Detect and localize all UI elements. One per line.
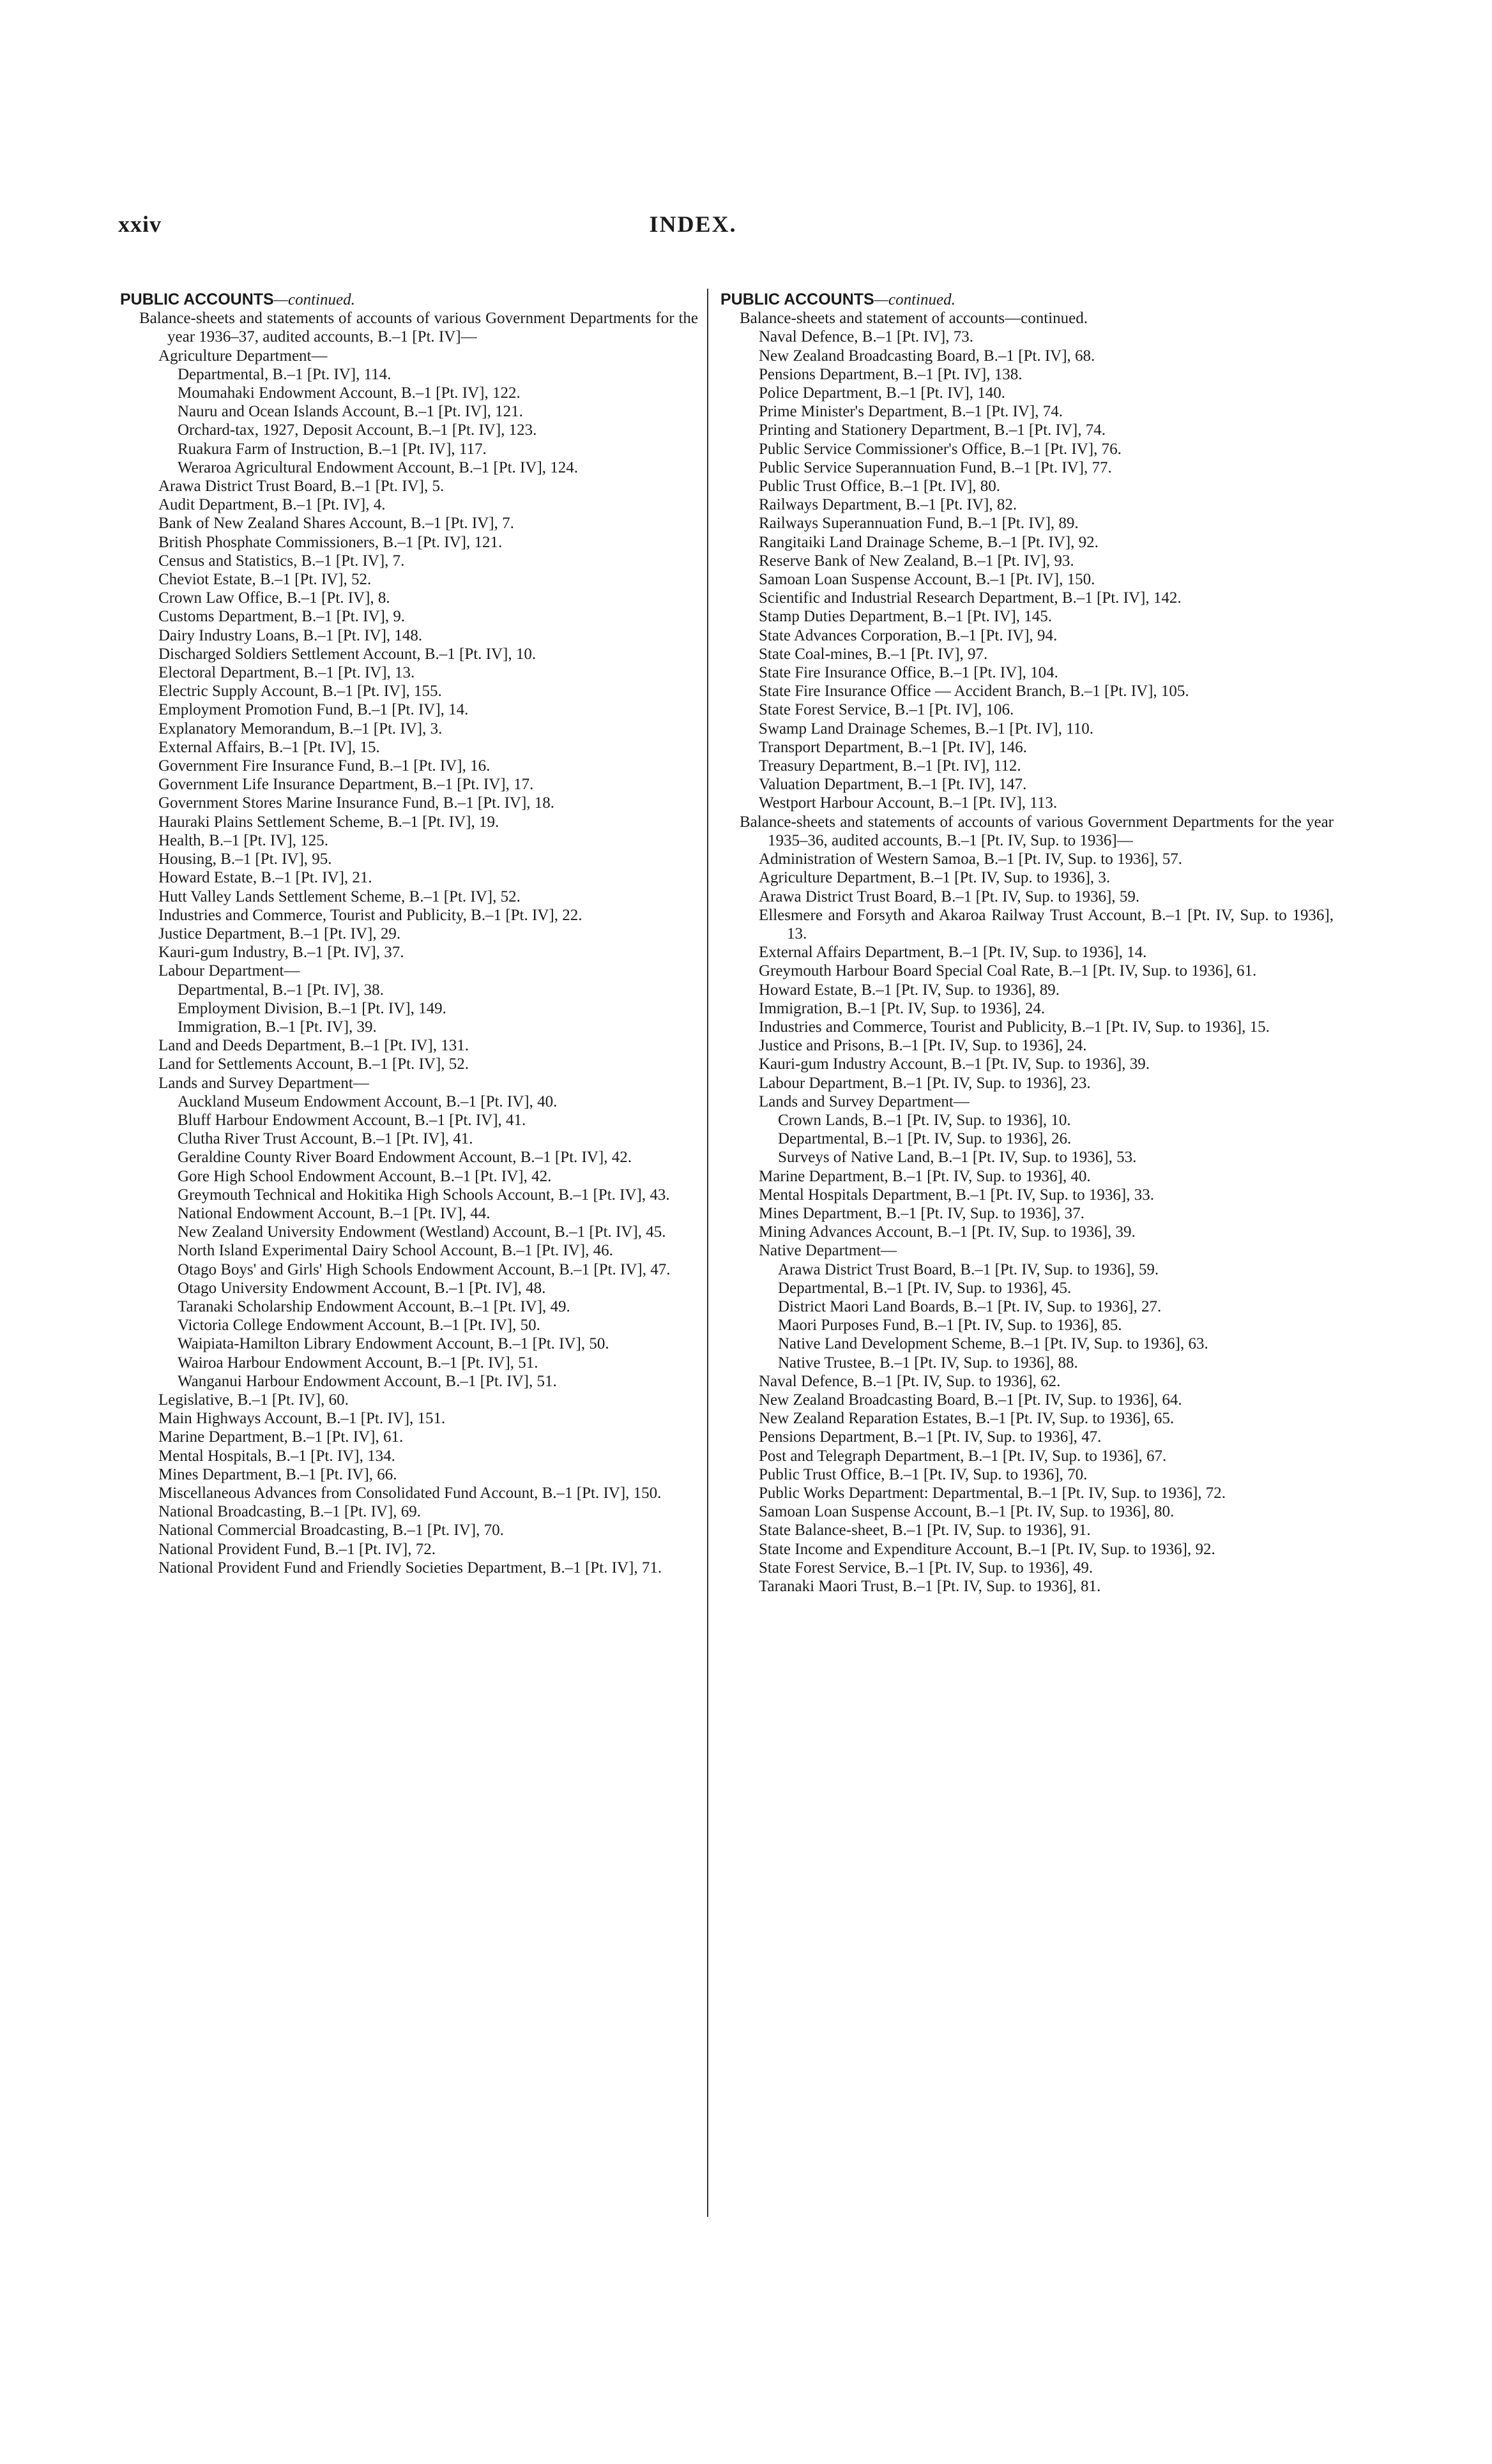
section-heading-text: PUBLIC ACCOUNTS: [720, 291, 874, 308]
index-entry: Swamp Land Drainage Schemes, B.–1 [Pt. IV], 110.: [759, 720, 1093, 737]
section-heading-continued: —continued.: [273, 291, 355, 308]
index-entry: State Fire Insurance Office — Accident Branch, B.–1 [Pt. IV], 105.: [759, 683, 1189, 700]
index-entry: Land for Settlements Account, B.–1 [Pt. IV], 52.: [158, 1055, 469, 1073]
index-entry: Marine Department, B.–1 [Pt. IV], 61.: [158, 1428, 404, 1446]
index-entry: Naval Defence, B.–1 [Pt. IV], 73.: [759, 328, 974, 346]
index-entry: Arawa District Trust Board, B.–1 [Pt. IV, Sup. to 1936], 59.: [778, 1260, 1159, 1278]
index-entry: Howard Estate, B.–1 [Pt. IV, Sup. to 1936], 89.: [759, 981, 1060, 999]
index-entry: Wanganui Harbour Endowment Account, B.–1 [Pt. IV], 51.: [178, 1372, 557, 1390]
index-entry: Otago Boys' and Girls' High Schools Endowment Account, B.–1 [Pt. IV], 47.: [178, 1260, 671, 1278]
index-entry: Hauraki Plains Settlement Scheme, B.–1 [Pt. IV], 19.: [158, 813, 499, 831]
index-entry: New Zealand University Endowment (Westland) Account, B.–1 [Pt. IV], 45.: [178, 1223, 666, 1241]
index-entry: Orchard-tax, 1927, Deposit Account, B.–1 [Pt. IV], 123.: [178, 421, 537, 439]
index-entry: Railways Department, B.–1 [Pt. IV], 82.: [759, 496, 1017, 514]
index-entry: Electric Supply Account, B.–1 [Pt. IV], 155.: [158, 683, 442, 700]
entry-list: [720, 309, 1334, 1596]
section-heading-text: PUBLIC ACCOUNTS: [120, 291, 274, 308]
index-entry: Government Fire Insurance Fund, B.–1 [Pt. IV], 16.: [158, 757, 491, 775]
index-column-left: [120, 291, 698, 1577]
index-entry: Crown Law Office, B.–1 [Pt. IV], 8.: [158, 589, 390, 607]
index-entry: Wairoa Harbour Endowment Account, B.–1 [Pt. IV], 51.: [178, 1354, 538, 1372]
index-entry: Immigration, B.–1 [Pt. IV, Sup. to 1936], 24.: [759, 999, 1046, 1017]
index-entry: Valuation Department, B.–1 [Pt. IV], 147.: [759, 776, 1027, 794]
index-entry: Mines Department, B.–1 [Pt. IV, Sup. to 1936], 37.: [759, 1204, 1085, 1222]
index-entry: Lands and Survey Department—: [158, 1074, 369, 1092]
index-entry: Waipiata-Hamilton Library Endowment Account, B.–1 [Pt. IV], 50.: [178, 1335, 609, 1353]
index-entry: Samoan Loan Suspense Account, B.–1 [Pt. IV], 150.: [759, 571, 1095, 589]
index-entry: Departmental, B.–1 [Pt. IV], 38.: [178, 981, 384, 999]
index-entry: Legislative, B.–1 [Pt. IV], 60.: [158, 1391, 349, 1409]
index-entry: Crown Lands, B.–1 [Pt. IV, Sup. to 1936], 10.: [778, 1111, 1071, 1129]
index-entry: Discharged Soldiers Settlement Account, B.–1 [Pt. IV], 10.: [158, 645, 537, 663]
index-entry: Weraroa Agricultural Endowment Account, B.–1 [Pt. IV], 124.: [178, 458, 579, 476]
index-entry: State Coal-mines, B.–1 [Pt. IV], 97.: [759, 645, 988, 663]
index-entry: National Broadcasting, B.–1 [Pt. IV], 69.: [158, 1503, 422, 1521]
page-title: INDEX.: [649, 211, 737, 237]
index-entry: Dairy Industry Loans, B.–1 [Pt. IV], 148.: [158, 626, 423, 644]
index-entry: National Endowment Account, B.–1 [Pt. IV], 44.: [178, 1204, 491, 1222]
index-entry: Railways Superannuation Fund, B.–1 [Pt. IV], 89.: [759, 515, 1079, 533]
index-entry: Greymouth Harbour Board Special Coal Rate, B.–1 [Pt. IV, Sup. to 1936], 61.: [759, 962, 1257, 980]
index-entry: Native Department—: [759, 1242, 897, 1260]
index-entry: Employment Division, B.–1 [Pt. IV], 149.: [178, 999, 446, 1017]
index-entry: Public Service Commissioner's Office, B.–1 [Pt. IV], 76.: [759, 440, 1122, 458]
index-entry: Balance-sheets and statements of accounts of various Government Departments for the year 1936–37, audited accounts, B.–1 [Pt. IV]—: [139, 310, 698, 346]
index-entry: New Zealand Broadcasting Board, B.–1 [Pt. IV], 68.: [759, 347, 1095, 365]
index-entry: District Maori Land Boards, B.–1 [Pt. IV, Sup. to 1936], 27.: [778, 1297, 1162, 1315]
index-entry: Howard Estate, B.–1 [Pt. IV], 21.: [158, 869, 372, 887]
page-number: xxiv: [118, 211, 162, 237]
index-entry: State Advances Corporation, B.–1 [Pt. IV], 94.: [759, 626, 1058, 644]
index-entry: Land and Deeds Department, B.–1 [Pt. IV], 131.: [158, 1037, 469, 1055]
index-entry: Departmental, B.–1 [Pt. IV, Sup. to 1936], 26.: [778, 1130, 1072, 1148]
index-entry: Hutt Valley Lands Settlement Scheme, B.–1 [Pt. IV], 52.: [158, 888, 521, 905]
index-entry: Prime Minister's Department, B.–1 [Pt. IV], 74.: [759, 403, 1063, 421]
index-entry: Pensions Department, B.–1 [Pt. IV, Sup. to 1936], 47.: [759, 1428, 1102, 1446]
column-divider: [707, 289, 708, 2217]
index-entry: Kauri-gum Industry, B.–1 [Pt. IV], 37.: [158, 944, 404, 962]
index-entry: Maori Purposes Fund, B.–1 [Pt. IV, Sup. to 1936], 85.: [778, 1317, 1122, 1334]
index-entry: Departmental, B.–1 [Pt. IV, Sup. to 1936], 45.: [778, 1279, 1072, 1297]
index-entry: Mining Advances Account, B.–1 [Pt. IV, Sup. to 1936], 39.: [759, 1223, 1136, 1241]
page-header: [118, 211, 1268, 249]
index-entry: Lands and Survey Department—: [759, 1092, 970, 1110]
index-entry: Mines Department, B.–1 [Pt. IV], 66.: [158, 1465, 397, 1483]
index-entry: New Zealand Broadcasting Board, B.–1 [Pt. IV, Sup. to 1936], 64.: [759, 1391, 1182, 1409]
index-entry: British Phosphate Commissioners, B.–1 [Pt. IV], 121.: [158, 533, 503, 551]
index-entry: Bluff Harbour Endowment Account, B.–1 [Pt. IV], 41.: [178, 1111, 526, 1129]
index-entry: Geraldine County River Board Endowment Account, B.–1 [Pt. IV], 42.: [178, 1149, 632, 1167]
index-entry: Government Stores Marine Insurance Fund, B.–1 [Pt. IV], 18.: [158, 794, 555, 812]
index-entry: External Affairs, B.–1 [Pt. IV], 15.: [158, 738, 380, 756]
index-entry: State Forest Service, B.–1 [Pt. IV, Sup. to 1936], 49.: [759, 1559, 1093, 1576]
section-heading-continued: —continued.: [874, 291, 955, 308]
index-entry: Pensions Department, B.–1 [Pt. IV], 138.: [759, 365, 1023, 383]
index-entry: Mental Hospitals Department, B.–1 [Pt. IV, Sup. to 1936], 33.: [759, 1186, 1154, 1204]
index-entry: Samoan Loan Suspense Account, B.–1 [Pt. IV, Sup. to 1936], 80.: [759, 1503, 1175, 1521]
index-entry: Miscellaneous Advances from Consolidated Fund Account, B.–1 [Pt. IV], 150.: [158, 1485, 662, 1502]
index-entry: Government Life Insurance Department, B.–1 [Pt. IV], 17.: [158, 776, 534, 794]
index-entry: Customs Department, B.–1 [Pt. IV], 9.: [158, 608, 406, 626]
index-entry: Rangitaiki Land Drainage Scheme, B.–1 [Pt. IV], 92.: [759, 533, 1099, 551]
index-entry: Agriculture Department, B.–1 [Pt. IV, Sup. to 1936], 3.: [759, 869, 1111, 887]
index-entry: Agriculture Department—: [158, 347, 328, 365]
index-entry: Otago University Endowment Account, B.–1 [Pt. IV], 48.: [178, 1279, 546, 1297]
index-entry: Arawa District Trust Board, B.–1 [Pt. IV], 5.: [158, 478, 445, 495]
index-entry: State Forest Service, B.–1 [Pt. IV], 106.: [759, 701, 1014, 719]
section-heading: [720, 291, 1334, 309]
index-entry: Census and Statistics, B.–1 [Pt. IV], 7.: [158, 552, 405, 570]
index-entry: Greymouth Technical and Hokitika High Schools Account, B.–1 [Pt. IV], 43.: [178, 1186, 670, 1204]
index-entry: Health, B.–1 [Pt. IV], 125.: [158, 831, 328, 849]
index-entry: Marine Department, B.–1 [Pt. IV, Sup. to 1936], 40.: [759, 1167, 1091, 1185]
index-entry: Administration of Western Samoa, B.–1 [Pt. IV, Sup. to 1936], 57.: [759, 850, 1183, 868]
index-entry: Balance-sheets and statements of accounts of various Government Departments for the year 1935–36, audited accounts, B.–1 [Pt. IV, Sup. to 1936]—: [740, 813, 1334, 849]
index-entry: Ruakura Farm of Instruction, B.–1 [Pt. IV], 117.: [178, 440, 487, 458]
index-entry: State Income and Expenditure Account, B.–1 [Pt. IV, Sup. to 1936], 92.: [759, 1540, 1215, 1558]
index-entry: Surveys of Native Land, B.–1 [Pt. IV, Sup. to 1936], 53.: [778, 1149, 1137, 1167]
index-entry: Bank of New Zealand Shares Account, B.–1 [Pt. IV], 7.: [158, 515, 514, 533]
index-entry: Arawa District Trust Board, B.–1 [Pt. IV, Sup. to 1936], 59.: [759, 888, 1140, 905]
index-entry: Departmental, B.–1 [Pt. IV], 114.: [178, 365, 392, 383]
index-entry: North Island Experimental Dairy School Account, B.–1 [Pt. IV], 46.: [178, 1242, 613, 1260]
index-entry: New Zealand Reparation Estates, B.–1 [Pt. IV, Sup. to 1936], 65.: [759, 1410, 1175, 1428]
index-entry: Police Department, B.–1 [Pt. IV], 140.: [759, 384, 1006, 402]
index-entry: Public Trust Office, B.–1 [Pt. IV], 80.: [759, 478, 1001, 495]
index-entry: Mental Hospitals, B.–1 [Pt. IV], 134.: [158, 1447, 395, 1465]
index-entry: Clutha River Trust Account, B.–1 [Pt. IV], 41.: [178, 1130, 473, 1148]
index-entry: Industries and Commerce, Tourist and Publicity, B.–1 [Pt. IV], 22.: [158, 906, 582, 924]
index-entry: Industries and Commerce, Tourist and Publicity, B.–1 [Pt. IV, Sup. to 1936], 15.: [759, 1018, 1270, 1036]
index-entry: Employment Promotion Fund, B.–1 [Pt. IV], 14.: [158, 701, 469, 719]
index-column-right: [720, 291, 1334, 1596]
index-entry: Labour Department, B.–1 [Pt. IV, Sup. to 1936], 23.: [759, 1074, 1091, 1092]
index-entry: Kauri-gum Industry Account, B.–1 [Pt. IV, Sup. to 1936], 39.: [759, 1055, 1150, 1073]
index-entry: Audit Department, B.–1 [Pt. IV], 4.: [158, 496, 386, 514]
index-entry: Cheviot Estate, B.–1 [Pt. IV], 52.: [158, 571, 372, 589]
index-entry: Explanatory Memorandum, B.–1 [Pt. IV], 3.: [158, 720, 443, 737]
index-entry: Victoria College Endowment Account, B.–1 [Pt. IV], 50.: [178, 1317, 540, 1334]
index-entry: Reserve Bank of New Zealand, B.–1 [Pt. IV], 93.: [759, 552, 1074, 570]
index-entry: National Provident Fund, B.–1 [Pt. IV], 72.: [158, 1540, 436, 1558]
index-entry: National Commercial Broadcasting, B.–1 [Pt. IV], 70.: [158, 1522, 504, 1539]
index-entry: Post and Telegraph Department, B.–1 [Pt. IV, Sup. to 1936], 67.: [759, 1447, 1167, 1465]
index-entry: Scientific and Industrial Research Department, B.–1 [Pt. IV], 142.: [759, 589, 1182, 607]
index-entry: Westport Harbour Account, B.–1 [Pt. IV], 113.: [759, 794, 1058, 812]
index-entry: External Affairs Department, B.–1 [Pt. IV, Sup. to 1936], 14.: [759, 944, 1147, 962]
index-entry: Native Trustee, B.–1 [Pt. IV, Sup. to 1936], 88.: [778, 1354, 1078, 1372]
index-entry: Native Land Development Scheme, B.–1 [Pt. IV, Sup. to 1936], 63.: [778, 1335, 1208, 1353]
index-entry: Public Trust Office, B.–1 [Pt. IV, Sup. to 1936], 70.: [759, 1465, 1088, 1483]
index-entry: Moumahaki Endowment Account, B.–1 [Pt. IV], 122.: [178, 384, 521, 402]
index-entry: State Fire Insurance Office, B.–1 [Pt. IV], 104.: [759, 664, 1058, 682]
index-entry: Justice Department, B.–1 [Pt. IV], 29.: [158, 925, 401, 942]
index-entry: Transport Department, B.–1 [Pt. IV], 146.: [759, 738, 1027, 756]
section-heading: [120, 291, 698, 309]
index-entry: Nauru and Ocean Islands Account, B.–1 [Pt. IV], 121.: [178, 403, 523, 421]
index-entry: National Provident Fund and Friendly Societies Department, B.–1 [Pt. IV], 71.: [158, 1559, 662, 1576]
index-entry: Main Highways Account, B.–1 [Pt. IV], 151.: [158, 1410, 446, 1428]
index-entry: Immigration, B.–1 [Pt. IV], 39.: [178, 1018, 377, 1036]
index-entry: Taranaki Maori Trust, B.–1 [Pt. IV, Sup. to 1936], 81.: [759, 1578, 1101, 1596]
index-entry: Gore High School Endowment Account, B.–1 [Pt. IV], 42.: [178, 1167, 552, 1185]
index-entry: Naval Defence, B.–1 [Pt. IV, Sup. to 1936], 62.: [759, 1372, 1061, 1390]
entry-list: [120, 309, 698, 1577]
index-entry: Taranaki Scholarship Endowment Account, B.–1 [Pt. IV], 49.: [178, 1297, 570, 1315]
index-entry: Treasury Department, B.–1 [Pt. IV], 112.: [759, 757, 1021, 775]
index-entry: Printing and Stationery Department, B.–1 [Pt. IV], 74.: [759, 421, 1106, 439]
index-entry: Stamp Duties Department, B.–1 [Pt. IV], 145.: [759, 608, 1052, 626]
index-entry: Justice and Prisons, B.–1 [Pt. IV, Sup. to 1936], 24.: [759, 1037, 1087, 1055]
index-entry: Ellesmere and Forsyth and Akaroa Railway Trust Account, B.–1 [Pt. IV, Sup. to 1936], 13.: [759, 906, 1334, 942]
index-entry: Public Service Superannuation Fund, B.–1 [Pt. IV], 77.: [759, 458, 1112, 476]
index-entry: Public Works Department: Departmental, B.–1 [Pt. IV, Sup. to 1936], 72.: [759, 1485, 1226, 1502]
index-entry: Housing, B.–1 [Pt. IV], 95.: [158, 850, 332, 868]
index-entry: Labour Department—: [158, 962, 300, 980]
index-entry: Balance-sheets and statement of accounts—continued.: [740, 310, 1088, 328]
index-entry: Auckland Museum Endowment Account, B.–1 [Pt. IV], 40.: [178, 1092, 558, 1110]
index-entry: State Balance-sheet, B.–1 [Pt. IV, Sup. to 1936], 91.: [759, 1522, 1091, 1539]
index-entry: Electoral Department, B.–1 [Pt. IV], 13.: [158, 664, 415, 682]
